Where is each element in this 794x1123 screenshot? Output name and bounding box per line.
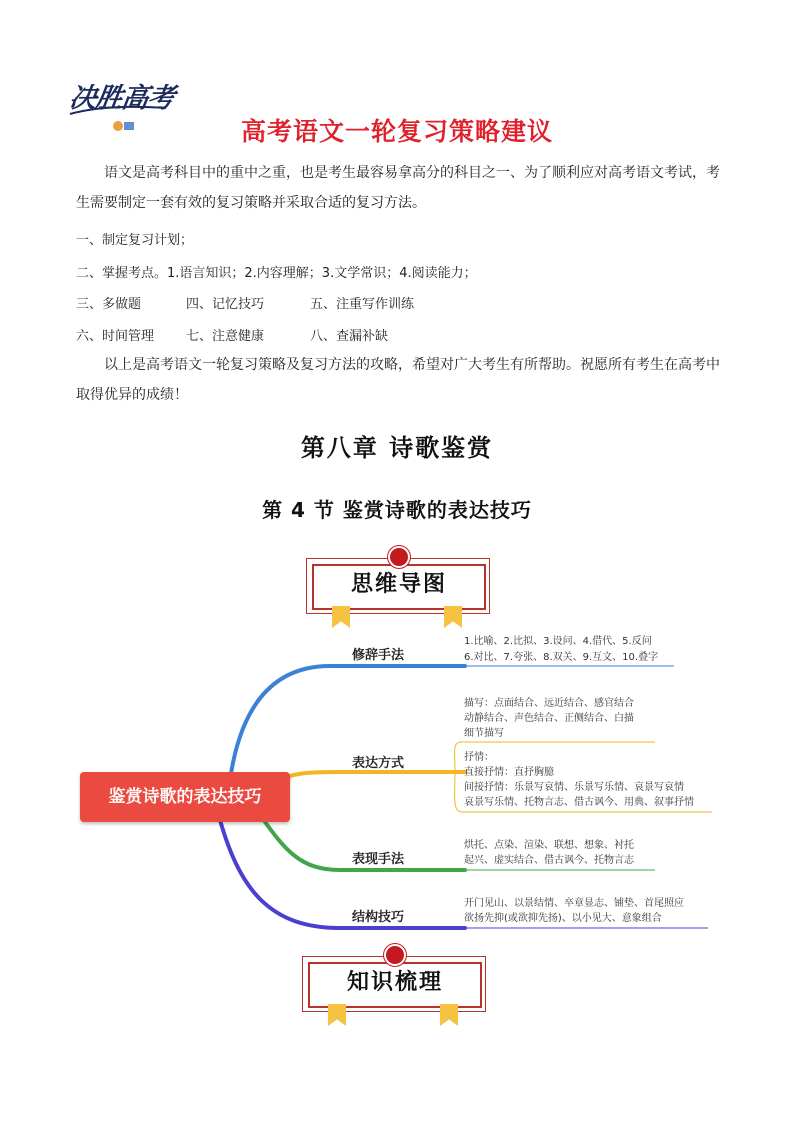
- banner-pin-icon: [384, 944, 406, 966]
- branch-structure: 结构技巧: [352, 910, 405, 925]
- branch-expression: 表达方式: [352, 756, 405, 771]
- knowledge-banner: [302, 942, 502, 1038]
- intro-paragraph: 语文是高考科目中的重中之重，也是考生最容易拿高分的科目之一、为了顺利应对高考语文考试，考生需要制定一套有效的复习策略并采取合适的复习方法。: [76, 165, 720, 211]
- logo-text: 决胜高考: [67, 83, 176, 114]
- outro-paragraph: 以上是高考语文一轮复习策略及复习方法的攻略，希望对广大考生有所帮助。祝愿所有考生在高考中取得优异的成绩！: [76, 357, 720, 403]
- expression-lyric-3: 间接抒情：乐景写哀情、乐景写乐情、哀景写哀情: [464, 782, 684, 793]
- mindmap-root: 鉴赏诗歌的表达技巧: [80, 772, 290, 822]
- item-line-1: 一、制定复习计划；: [76, 233, 194, 248]
- document-title: 高考语文一轮复习策略建议: [240, 117, 553, 146]
- section-title: 第 4 节 鉴赏诗歌的表达技巧: [262, 498, 532, 522]
- banner-pin-icon: [388, 546, 410, 568]
- item-4: 四、记忆技巧: [186, 297, 265, 312]
- structure-leaf-2: 欲扬先抑(或欲抑先扬)、以小见大、意象组合: [464, 913, 662, 924]
- technique-leaf-2: 起兴、虚实结合、借古讽今、托物言志: [464, 855, 634, 866]
- mindmap: [70, 620, 730, 940]
- item-7: 七、注意健康: [186, 329, 265, 344]
- ribbon-left-icon: [328, 1004, 346, 1026]
- item-8: 八、查漏补缺: [310, 329, 389, 344]
- expression-desc-1: 描写：点面结合、远近结合、感官结合: [464, 698, 634, 709]
- expression-desc-2: 动静结合、声色结合、正侧结合、白描: [464, 713, 634, 724]
- banner-label: 思维导图: [350, 572, 447, 597]
- rhetoric-leaf-2: 6.对比、7.夸张、8.双关、9.互文、10.叠字: [464, 652, 659, 663]
- item-3: 三、多做题: [76, 297, 142, 312]
- structure-leaf-1: 开门见山、以景结情、卒章显志、铺垫、首尾照应: [464, 898, 684, 909]
- banner-label: 知识梳理: [346, 970, 443, 995]
- expression-lyric-1: 抒情：: [464, 752, 494, 763]
- ribbon-right-icon: [440, 1004, 458, 1026]
- expression-lyric-4: 哀景写乐情、托物言志、借古讽今、用典、叙事抒情: [464, 797, 694, 808]
- item-line-2: 二、掌握考点。1.语言知识；2.内容理解；3.文学常识；4.阅读能力；: [76, 266, 477, 281]
- item-5: 五、注重写作训练: [310, 297, 415, 312]
- item-6: 六、时间管理: [76, 329, 155, 344]
- rhetoric-leaf-1: 1.比喻、2.比拟、3.设问、4.借代、5.反问: [464, 636, 652, 647]
- technique-leaf-1: 烘托、点染、渲染、联想、想象、衬托: [464, 840, 634, 851]
- expression-lyric-2: 直接抒情：直抒胸臆: [464, 767, 554, 778]
- branch-rhetoric: 修辞手法: [352, 648, 405, 663]
- branch-technique: 表现手法: [352, 852, 405, 867]
- chapter-title: 第八章 诗歌鉴赏: [300, 434, 494, 462]
- expression-desc-3: 细节描写: [464, 728, 504, 739]
